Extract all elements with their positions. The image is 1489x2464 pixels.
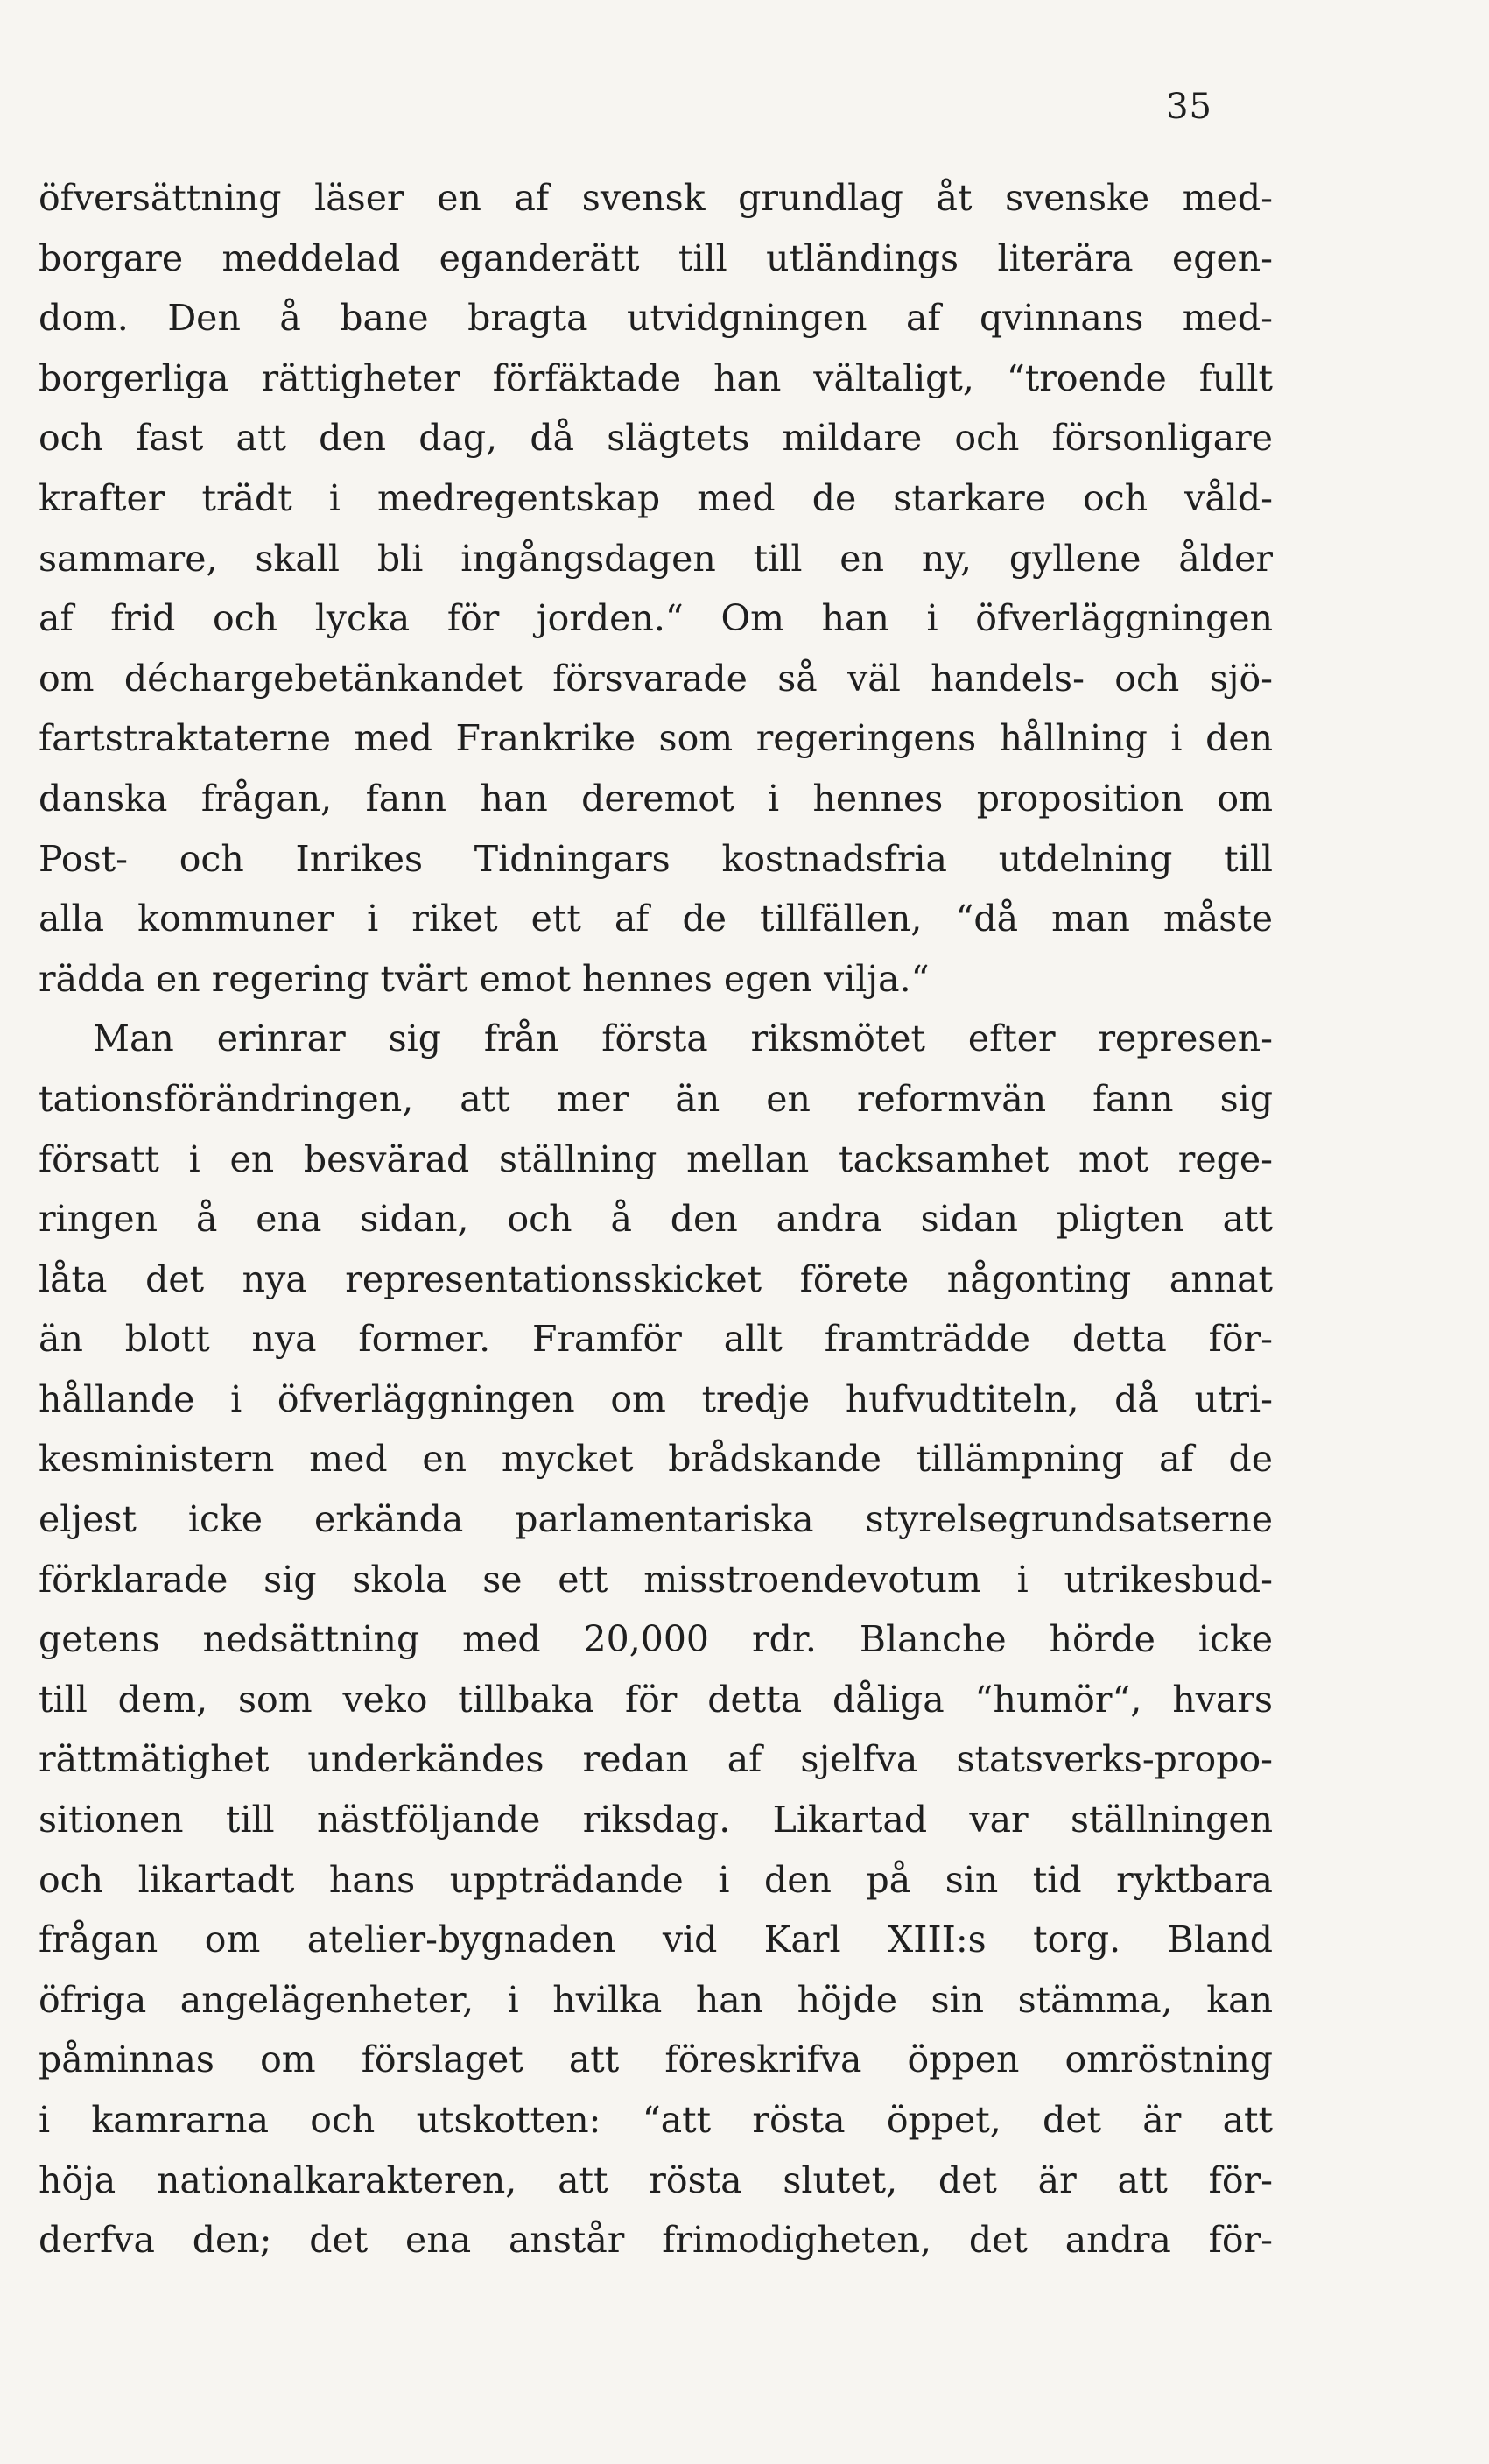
text-line: och fast att den dag, då slägtets mildare och försonligare [39, 417, 1273, 460]
text-line: än blott nya former. Framför allt framträdde detta för- [39, 1318, 1273, 1361]
text-line: alla kommuner i riket ett af de tillfällen, “då man måste [39, 898, 1273, 940]
text-line: sitionen till nästföljande riksdag. Likartad var ställningen [39, 1799, 1273, 1841]
text-line: påminnas om förslaget att föreskrifva öppen omröstning [39, 2038, 1273, 2081]
text-line: öfriga angelägenheter, i hvilka han höjde sin stämma, kan [39, 1978, 1273, 2021]
text-line: fartstraktaterne med Frankrike som regeringens hållning i den [39, 717, 1273, 760]
text-line: om déchargebetänkandet försvarade så väl handels- och sjö- [39, 657, 1273, 700]
text-line: frågan om atelier-bygnaden vid Karl XIII:s torg. Bland [39, 1918, 1273, 1961]
text-line: ringen å ena sidan, och å den andra sidan pligten att [39, 1198, 1273, 1241]
text-line: hållande i öfverläggningen om tredje hufvudtiteln, då utri- [39, 1377, 1273, 1420]
text-line: borgare meddelad eganderätt till utländings literära egen- [39, 236, 1273, 279]
text-line: dom. Den å bane bragta utvidgningen af qvinnans med- [39, 297, 1273, 340]
body-text [39, 168, 1273, 2270]
text-line: och likartadt hans uppträdande i den på sin tid ryktbara [39, 1858, 1273, 1901]
text-line: sammare, skall bli ingångsdagen till en ny, gyllene ålder [39, 537, 1273, 580]
text-line: kesministern med en mycket brådskande tillämpning af de [39, 1438, 1273, 1481]
text-line: öfversättning läser en af svensk grundlag åt svenske med- [39, 177, 1273, 219]
paragraph-start-line: Man erinrar sig från första riksmötet efter represen- [93, 1017, 1273, 1060]
text-line: tationsförändringen, att mer än en reformvän fann sig [39, 1077, 1273, 1120]
page-number: 35 [1166, 87, 1212, 127]
text-line: borgerliga rättigheter förfäktade han vältaligt, “troende fullt [39, 356, 1273, 399]
text-line: krafter trädt i medregentskap med de starkare och våld- [39, 476, 1273, 519]
text-line: Post- och Inrikes Tidningars kostnadsfria utdelning till [39, 837, 1273, 880]
text-line: till dem, som veko tillbaka för detta dåliga “humör“, hvars [39, 1678, 1273, 1721]
text-line: eljest icke erkända parlamentariska styrelsegrundsatserne [39, 1498, 1273, 1541]
text-line: låta det nya representationsskicket förete någonting annat [39, 1257, 1273, 1300]
text-line: i kamrarna och utskotten: “att rösta öppet, det är att [39, 2099, 1273, 2141]
text-line: af frid och lycka för jorden.“ Om han i öfverläggningen [39, 597, 1273, 640]
text-line: getens nedsättning med 20,000 rdr. Blanche hörde icke [39, 1618, 1273, 1661]
text-line: försatt i en besvärad ställning mellan tacksamhet mot rege- [39, 1137, 1273, 1180]
text-line: höja nationalkarakteren, att rösta slutet, det är att för- [39, 2158, 1273, 2201]
text-line: derfva den; det ena anstår frimodigheten, det andra för- [39, 2219, 1273, 2262]
text-line: förklarade sig skola se ett misstroendevotum i utrikesbud- [39, 1558, 1273, 1601]
text-line: danska frågan, fann han deremot i hennes proposition om [39, 777, 1273, 820]
text-line: rädda en regering tvärt emot hennes egen vilja.“ [39, 957, 930, 1000]
text-line: rättmätighet underkändes redan af sjelfva statsverks-propo- [39, 1738, 1273, 1781]
